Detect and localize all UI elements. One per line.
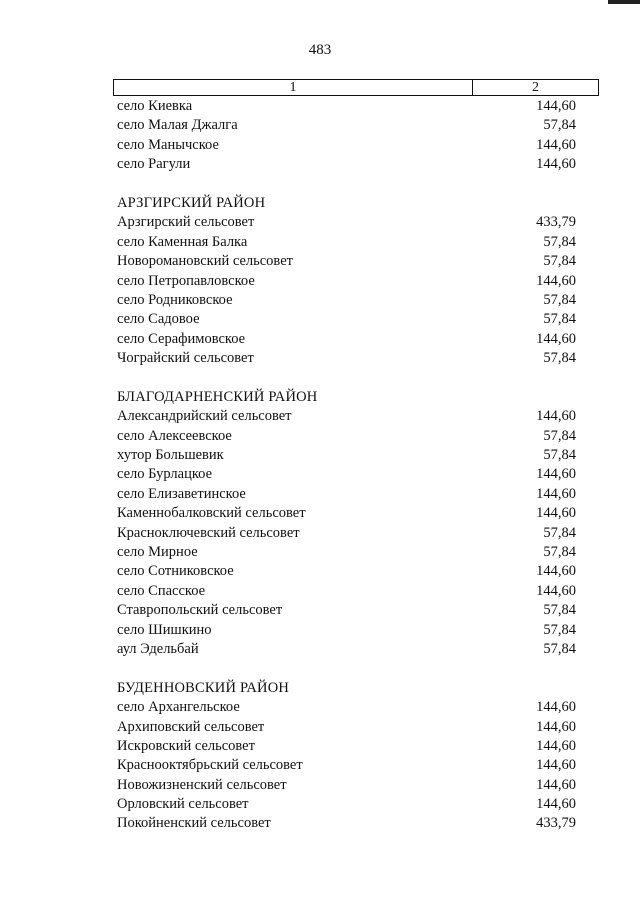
district-title: БЛАГОДАРНЕНСКИЙ РАЙОН	[117, 388, 318, 405]
settlement-name: Ставропольский сельсовет	[117, 602, 283, 619]
settlement-value: 144,60	[536, 156, 576, 173]
settlement-name: Новоромановский сельсовет	[117, 253, 293, 270]
table-row	[117, 349, 576, 368]
settlement-name: Красноключевский сельсовет	[117, 524, 300, 541]
table-row	[117, 776, 576, 795]
settlement-value: 144,60	[536, 466, 576, 483]
table-row	[117, 155, 576, 174]
table-row	[117, 718, 576, 737]
document-body	[117, 97, 576, 834]
settlement-value: 144,60	[536, 718, 576, 735]
settlement-name: село Киевка	[117, 98, 193, 114]
district-title: АРЗГИРСКИЙ РАЙОН	[117, 194, 266, 211]
settlement-name: село Петропавловское	[117, 272, 255, 289]
settlement-name: Архиповский сельсовет	[117, 718, 265, 735]
table-row	[117, 136, 576, 155]
page-number: 483	[308, 42, 332, 58]
table-row	[117, 543, 576, 562]
table-header-col-1: 1	[114, 80, 473, 95]
table-row	[117, 465, 576, 484]
table-row	[117, 213, 576, 232]
settlement-value: 57,84	[543, 602, 576, 619]
settlement-name: Каменнобалковский сельсовет	[117, 505, 306, 522]
settlement-value: 144,60	[536, 796, 576, 813]
table-row	[117, 252, 576, 271]
settlement-name: Искровский сельсовет	[117, 737, 255, 754]
table-row	[117, 233, 576, 252]
settlement-value: 144,60	[536, 757, 576, 774]
table-row	[117, 116, 576, 135]
settlement-value: 144,60	[536, 136, 576, 153]
table-row	[117, 291, 576, 310]
table-header	[113, 79, 599, 96]
settlement-name: село Малая Джалга	[117, 117, 238, 134]
table-row	[117, 446, 576, 465]
district-title: БУДЕННОВСКИЙ РАЙОН	[117, 679, 290, 696]
settlement-name: Чограйский сельсовет	[117, 350, 254, 367]
table-row	[117, 562, 576, 581]
settlement-name: село Мирное	[117, 543, 198, 560]
settlement-value: 144,60	[536, 737, 576, 754]
settlement-name: Александрийский сельсовет	[117, 408, 292, 425]
table-row	[117, 310, 576, 329]
settlement-value: 57,84	[543, 311, 576, 328]
settlement-value: 144,60	[536, 330, 576, 347]
settlement-name: Новожизненский сельсовет	[117, 776, 287, 793]
settlement-name: село Бурлацкое	[117, 466, 213, 483]
table-row	[117, 485, 576, 504]
settlement-name: село Елизаветинское	[117, 485, 246, 502]
table-row	[117, 582, 576, 601]
settlement-value: 144,60	[536, 582, 576, 599]
table-row	[117, 737, 576, 756]
settlement-name: село Сотниковское	[117, 563, 234, 580]
settlement-value: 57,84	[543, 427, 576, 444]
settlement-name: село Каменная Балка	[117, 233, 248, 250]
table-row	[117, 97, 576, 116]
settlement-value: 57,84	[543, 117, 576, 134]
settlement-name: село Архангельское	[117, 699, 240, 716]
settlement-name: село Алексеевское	[117, 427, 232, 444]
settlement-value: 144,60	[536, 485, 576, 502]
settlement-value: 57,84	[543, 233, 576, 250]
table-row	[117, 330, 576, 349]
settlement-value: 57,84	[543, 524, 576, 541]
table-row	[117, 698, 576, 717]
settlement-name: село Манычское	[117, 136, 219, 153]
settlement-name: Краснооктябрьский сельсовет	[117, 757, 303, 774]
settlement-value: 433,79	[536, 214, 576, 231]
table-row	[117, 272, 576, 291]
settlement-name: Орловский сельсовет	[117, 796, 249, 813]
settlement-name: село Шишкино	[117, 621, 212, 638]
table-row	[117, 427, 576, 446]
table-row	[117, 407, 576, 426]
table-row	[117, 795, 576, 814]
settlement-value: 57,84	[543, 350, 576, 367]
table-row	[117, 524, 576, 543]
settlement-value: 57,84	[543, 291, 576, 308]
table-row	[117, 640, 576, 659]
settlement-name: аул Эдельбай	[117, 640, 199, 657]
settlement-name: Арзгирский сельсовет	[117, 214, 255, 231]
settlement-value: 433,79	[536, 815, 576, 832]
settlement-name: село Садовое	[117, 311, 200, 328]
table-row	[117, 601, 576, 620]
settlement-value: 57,84	[543, 621, 576, 638]
section-spacer	[117, 175, 576, 194]
settlement-value: 144,60	[536, 408, 576, 425]
settlement-value: 144,60	[536, 272, 576, 289]
settlement-value: 144,60	[536, 98, 576, 114]
settlement-name: хутор Большевик	[117, 447, 224, 464]
settlement-name: село Родниковское	[117, 291, 233, 308]
settlement-value: 57,84	[543, 640, 576, 657]
settlement-value: 57,84	[543, 543, 576, 560]
settlement-value: 144,60	[536, 776, 576, 793]
settlement-value: 57,84	[543, 253, 576, 270]
section-spacer	[117, 659, 576, 678]
settlement-name: Покойненский сельсовет	[117, 815, 271, 832]
table-row	[117, 621, 576, 640]
settlement-name: село Рагули	[117, 156, 191, 173]
section-spacer	[117, 368, 576, 387]
settlement-name: село Спасское	[117, 582, 206, 599]
table-row	[117, 814, 576, 833]
settlement-name: село Серафимовское	[117, 330, 246, 347]
scan-edge-mark	[608, 0, 640, 4]
settlement-value: 144,60	[536, 699, 576, 716]
table-header-col-2: 2	[532, 80, 539, 95]
table-row	[117, 504, 576, 523]
settlement-value: 144,60	[536, 505, 576, 522]
settlement-value: 144,60	[536, 563, 576, 580]
table-row	[117, 756, 576, 775]
settlement-value: 57,84	[543, 447, 576, 464]
